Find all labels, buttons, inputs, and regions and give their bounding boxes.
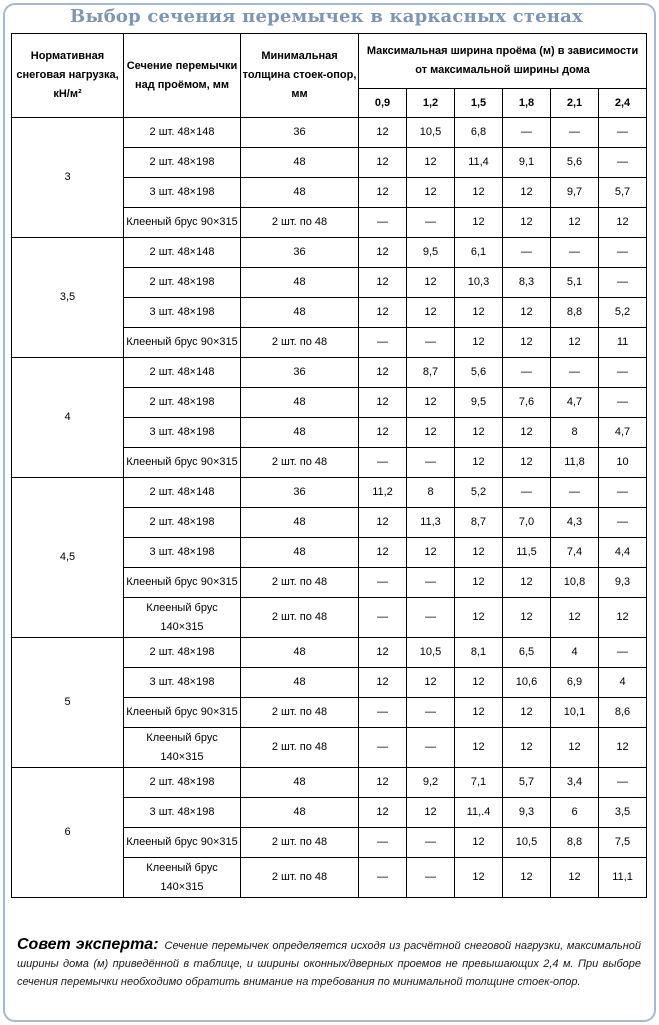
width-value-cell: 4 xyxy=(599,668,647,698)
width-value-cell: 11 xyxy=(599,328,647,358)
width-value-cell: 12 xyxy=(503,568,551,598)
width-value-cell: 7,1 xyxy=(455,768,503,798)
width-value-cell: 12 xyxy=(455,538,503,568)
width-value-cell: — xyxy=(503,478,551,508)
width-value-cell: — xyxy=(407,568,455,598)
width-value-cell: — xyxy=(359,208,407,238)
min-thickness-cell: 48 xyxy=(241,148,359,178)
width-value-cell: 12 xyxy=(503,448,551,478)
width-value-cell: 12 xyxy=(551,208,599,238)
width-value-cell: — xyxy=(503,118,551,148)
width-value-cell: — xyxy=(551,478,599,508)
width-value-cell: 12 xyxy=(455,418,503,448)
min-thickness-cell: 48 xyxy=(241,638,359,668)
width-value-cell: 12 xyxy=(455,448,503,478)
width-value-cell: — xyxy=(359,728,407,768)
header-house-width: 1,2 xyxy=(407,89,455,118)
section-cell: 2 шт. 48×148 xyxy=(124,358,241,388)
width-value-cell: 7,4 xyxy=(551,538,599,568)
header-min-thickness: Минимальная толщина стоек-опор, мм xyxy=(241,34,359,118)
width-value-cell: 5,6 xyxy=(551,148,599,178)
section-cell: Клееный брус 140×315 xyxy=(124,858,241,898)
snow-load-cell: 3,5 xyxy=(12,238,124,358)
section-cell: Клееный брус 140×315 xyxy=(124,598,241,638)
width-value-cell: 12 xyxy=(359,538,407,568)
width-value-cell: 11,2 xyxy=(359,478,407,508)
width-value-cell: — xyxy=(407,728,455,768)
width-value-cell: 12 xyxy=(599,728,647,768)
lintel-selection-table xyxy=(11,33,647,898)
section-cell: 3 шт. 48×198 xyxy=(124,418,241,448)
width-value-cell: 7,0 xyxy=(503,508,551,538)
header-house-width: 1,8 xyxy=(503,89,551,118)
width-value-cell: 11,1 xyxy=(599,858,647,898)
width-value-cell: — xyxy=(359,698,407,728)
page-title: Выбор сечения перемычек в каркасных стенах xyxy=(70,6,583,27)
min-thickness-cell: 2 шт. по 48 xyxy=(241,328,359,358)
width-value-cell: — xyxy=(599,508,647,538)
width-value-cell: 10,8 xyxy=(551,568,599,598)
width-value-cell: 8,7 xyxy=(407,358,455,388)
width-value-cell: 11,4 xyxy=(455,148,503,178)
width-value-cell: — xyxy=(503,238,551,268)
width-value-cell: — xyxy=(407,698,455,728)
width-value-cell: 9,5 xyxy=(407,238,455,268)
snow-load-cell: 6 xyxy=(12,768,124,898)
width-value-cell: 5,7 xyxy=(599,178,647,208)
width-value-cell: 4 xyxy=(551,638,599,668)
width-value-cell: 8,7 xyxy=(455,508,503,538)
width-value-cell: 12 xyxy=(407,148,455,178)
width-value-cell: 12 xyxy=(503,328,551,358)
width-value-cell: 12 xyxy=(359,118,407,148)
section-cell: Клееный брус 140×315 xyxy=(124,728,241,768)
min-thickness-cell: 36 xyxy=(241,238,359,268)
min-thickness-cell: 2 шт. по 48 xyxy=(241,698,359,728)
width-value-cell: 4,3 xyxy=(551,508,599,538)
width-value-cell: 12 xyxy=(455,208,503,238)
width-value-cell: 12 xyxy=(455,568,503,598)
min-thickness-cell: 2 шт. по 48 xyxy=(241,598,359,638)
width-value-cell: 10,5 xyxy=(503,828,551,858)
width-value-cell: 4,7 xyxy=(599,418,647,448)
width-value-cell: — xyxy=(407,208,455,238)
header-max-width: Максимальная ширина проёма (м) в зависимости от максимальной ширины дома xyxy=(359,34,647,89)
width-value-cell: 12 xyxy=(407,388,455,418)
section-cell: 3 шт. 48×198 xyxy=(124,298,241,328)
width-value-cell: 12 xyxy=(407,268,455,298)
snow-load-cell: 4,5 xyxy=(12,478,124,638)
width-value-cell: 6 xyxy=(551,798,599,828)
width-value-cell: 7,5 xyxy=(599,828,647,858)
section-cell: Клееный брус 90×315 xyxy=(124,448,241,478)
min-thickness-cell: 48 xyxy=(241,538,359,568)
table-row xyxy=(12,238,647,268)
section-cell: 2 шт. 48×198 xyxy=(124,638,241,668)
section-cell: Клееный брус 90×315 xyxy=(124,568,241,598)
width-value-cell: 12 xyxy=(407,298,455,328)
width-value-cell: — xyxy=(359,858,407,898)
expert-tip xyxy=(17,936,641,991)
width-value-cell: 12 xyxy=(407,178,455,208)
min-thickness-cell: 36 xyxy=(241,478,359,508)
header-house-width: 0,9 xyxy=(359,89,407,118)
width-value-cell: 5,2 xyxy=(455,478,503,508)
width-value-cell: 4,4 xyxy=(599,538,647,568)
width-value-cell: — xyxy=(599,478,647,508)
width-value-cell: 12 xyxy=(407,418,455,448)
width-value-cell: 10,6 xyxy=(503,668,551,698)
width-value-cell: — xyxy=(407,598,455,638)
width-value-cell: 12 xyxy=(503,728,551,768)
expert-tip-label: Совет эксперта: xyxy=(17,936,159,953)
width-value-cell: 12 xyxy=(455,668,503,698)
table-row xyxy=(12,478,647,508)
width-value-cell: 11,3 xyxy=(407,508,455,538)
width-value-cell: 11,5 xyxy=(503,538,551,568)
snow-load-cell: 4 xyxy=(12,358,124,478)
width-value-cell: 5,2 xyxy=(599,298,647,328)
width-value-cell: — xyxy=(599,388,647,418)
min-thickness-cell: 2 шт. по 48 xyxy=(241,448,359,478)
section-cell: 2 шт. 48×198 xyxy=(124,268,241,298)
table-row xyxy=(12,358,647,388)
width-value-cell: — xyxy=(503,358,551,388)
min-thickness-cell: 2 шт. по 48 xyxy=(241,208,359,238)
min-thickness-cell: 2 шт. по 48 xyxy=(241,568,359,598)
section-cell: 2 шт. 48×148 xyxy=(124,238,241,268)
width-value-cell: 6,5 xyxy=(503,638,551,668)
width-value-cell: 12 xyxy=(359,148,407,178)
width-value-cell: 7,6 xyxy=(503,388,551,418)
min-thickness-cell: 48 xyxy=(241,388,359,418)
width-value-cell: 3,4 xyxy=(551,768,599,798)
section-cell: Клееный брус 90×315 xyxy=(124,208,241,238)
width-value-cell: 12 xyxy=(551,328,599,358)
width-value-cell: 12 xyxy=(551,728,599,768)
section-cell: 3 шт. 48×198 xyxy=(124,538,241,568)
width-value-cell: 6,1 xyxy=(455,238,503,268)
width-value-cell: 12 xyxy=(455,328,503,358)
table-row xyxy=(12,638,647,668)
width-value-cell: 12 xyxy=(455,698,503,728)
width-value-cell: — xyxy=(359,598,407,638)
width-value-cell: 9,7 xyxy=(551,178,599,208)
width-value-cell: — xyxy=(551,238,599,268)
min-thickness-cell: 48 xyxy=(241,798,359,828)
width-value-cell: — xyxy=(359,828,407,858)
width-value-cell: 10,3 xyxy=(455,268,503,298)
section-cell: Клееный брус 90×315 xyxy=(124,328,241,358)
width-value-cell: 6,9 xyxy=(551,668,599,698)
width-value-cell: — xyxy=(599,268,647,298)
width-value-cell: 8 xyxy=(407,478,455,508)
width-value-cell: — xyxy=(407,448,455,478)
width-value-cell: — xyxy=(599,358,647,388)
snow-load-cell: 3 xyxy=(12,118,124,238)
min-thickness-cell: 48 xyxy=(241,668,359,698)
section-cell: 3 шт. 48×198 xyxy=(124,178,241,208)
width-value-cell: 12 xyxy=(359,298,407,328)
width-value-cell: 11,.4 xyxy=(455,798,503,828)
width-value-cell: 3,5 xyxy=(599,798,647,828)
width-value-cell: 12 xyxy=(455,858,503,898)
width-value-cell: — xyxy=(407,828,455,858)
snow-load-cell: 5 xyxy=(12,638,124,768)
min-thickness-cell: 48 xyxy=(241,508,359,538)
width-value-cell: 12 xyxy=(455,298,503,328)
width-value-cell: 12 xyxy=(503,298,551,328)
section-cell: Клееный брус 90×315 xyxy=(124,698,241,728)
width-value-cell: — xyxy=(359,328,407,358)
width-value-cell: 10 xyxy=(599,448,647,478)
table-row xyxy=(12,118,647,148)
min-thickness-cell: 36 xyxy=(241,118,359,148)
width-value-cell: 12 xyxy=(551,858,599,898)
width-value-cell: 8,1 xyxy=(455,638,503,668)
width-value-cell: — xyxy=(599,118,647,148)
width-value-cell: — xyxy=(551,358,599,388)
width-value-cell: — xyxy=(599,638,647,668)
width-value-cell: 4,7 xyxy=(551,388,599,418)
width-value-cell: 8,3 xyxy=(503,268,551,298)
section-cell: 2 шт. 48×148 xyxy=(124,478,241,508)
width-value-cell: 12 xyxy=(407,538,455,568)
width-value-cell: 8,6 xyxy=(599,698,647,728)
width-value-cell: 12 xyxy=(503,178,551,208)
width-value-cell: 12 xyxy=(503,208,551,238)
min-thickness-cell: 48 xyxy=(241,418,359,448)
min-thickness-cell: 48 xyxy=(241,298,359,328)
min-thickness-cell: 2 шт. по 48 xyxy=(241,858,359,898)
width-value-cell: 12 xyxy=(503,858,551,898)
width-value-cell: 12 xyxy=(359,388,407,418)
min-thickness-cell: 36 xyxy=(241,358,359,388)
section-cell: 2 шт. 48×198 xyxy=(124,768,241,798)
width-value-cell: 8,8 xyxy=(551,828,599,858)
width-value-cell: 12 xyxy=(503,418,551,448)
width-value-cell: 12 xyxy=(503,598,551,638)
width-value-cell: 12 xyxy=(359,668,407,698)
width-value-cell: 9,3 xyxy=(599,568,647,598)
width-value-cell: 12 xyxy=(599,208,647,238)
width-value-cell: — xyxy=(359,568,407,598)
width-value-cell: 12 xyxy=(455,598,503,638)
min-thickness-cell: 2 шт. по 48 xyxy=(241,828,359,858)
section-cell: Клееный брус 90×315 xyxy=(124,828,241,858)
width-value-cell: 12 xyxy=(359,358,407,388)
width-value-cell: 12 xyxy=(359,638,407,668)
section-cell: 2 шт. 48×148 xyxy=(124,118,241,148)
width-value-cell: 12 xyxy=(359,238,407,268)
width-value-cell: 9,2 xyxy=(407,768,455,798)
width-value-cell: 8 xyxy=(551,418,599,448)
width-value-cell: 5,1 xyxy=(551,268,599,298)
expert-tip-text: Сечение перемычек определяется исходя из расчётной снеговой нагрузки, максимальной ширины дома (м) приведённой в таблице, и ширины оконных/дверных проемов не превышающих 2,4 м. При выборе сечения перемычки необходимо обратить внимание на требования по минимальной толщине стоек-опор. xyxy=(17,940,641,988)
width-value-cell: — xyxy=(551,118,599,148)
header-house-width: 2,4 xyxy=(599,89,647,118)
width-value-cell: 12 xyxy=(503,698,551,728)
width-value-cell: — xyxy=(407,858,455,898)
width-value-cell: 9,3 xyxy=(503,798,551,828)
width-value-cell: 5,7 xyxy=(503,768,551,798)
width-value-cell: 12 xyxy=(455,728,503,768)
width-value-cell: 12 xyxy=(359,268,407,298)
min-thickness-cell: 48 xyxy=(241,268,359,298)
width-value-cell: 9,5 xyxy=(455,388,503,418)
width-value-cell: 11,8 xyxy=(551,448,599,478)
width-value-cell: 12 xyxy=(455,828,503,858)
width-value-cell: — xyxy=(359,448,407,478)
header-section: Сечение перемычки над проёмом, мм xyxy=(124,34,241,118)
width-value-cell: 10,5 xyxy=(407,638,455,668)
width-value-cell: 5,6 xyxy=(455,358,503,388)
header-house-width: 1,5 xyxy=(455,89,503,118)
table-body xyxy=(12,118,647,898)
min-thickness-cell: 48 xyxy=(241,768,359,798)
width-value-cell: 10,5 xyxy=(407,118,455,148)
width-value-cell: — xyxy=(599,238,647,268)
width-value-cell: — xyxy=(599,768,647,798)
width-value-cell: 12 xyxy=(359,178,407,208)
width-value-cell: 12 xyxy=(551,598,599,638)
width-value-cell: 12 xyxy=(359,768,407,798)
section-cell: 2 шт. 48×198 xyxy=(124,508,241,538)
width-value-cell: 12 xyxy=(455,178,503,208)
header-snow-load: Нормативная снеговая нагрузка, кН/м² xyxy=(12,34,124,118)
width-value-cell: 12 xyxy=(359,418,407,448)
width-value-cell: 10,1 xyxy=(551,698,599,728)
width-value-cell: 12 xyxy=(407,798,455,828)
width-value-cell: 9,1 xyxy=(503,148,551,178)
section-cell: 3 шт. 48×198 xyxy=(124,668,241,698)
min-thickness-cell: 48 xyxy=(241,178,359,208)
width-value-cell: 12 xyxy=(359,798,407,828)
table-row xyxy=(12,768,647,798)
min-thickness-cell: 2 шт. по 48 xyxy=(241,728,359,768)
section-cell: 3 шт. 48×198 xyxy=(124,798,241,828)
section-cell: 2 шт. 48×198 xyxy=(124,148,241,178)
width-value-cell: 12 xyxy=(599,598,647,638)
section-cell: 2 шт. 48×198 xyxy=(124,388,241,418)
width-value-cell: 6,8 xyxy=(455,118,503,148)
width-value-cell: 12 xyxy=(359,508,407,538)
header-house-width: 2,1 xyxy=(551,89,599,118)
width-value-cell: — xyxy=(407,328,455,358)
width-value-cell: 12 xyxy=(407,668,455,698)
width-value-cell: 8,8 xyxy=(551,298,599,328)
width-value-cell: — xyxy=(599,148,647,178)
